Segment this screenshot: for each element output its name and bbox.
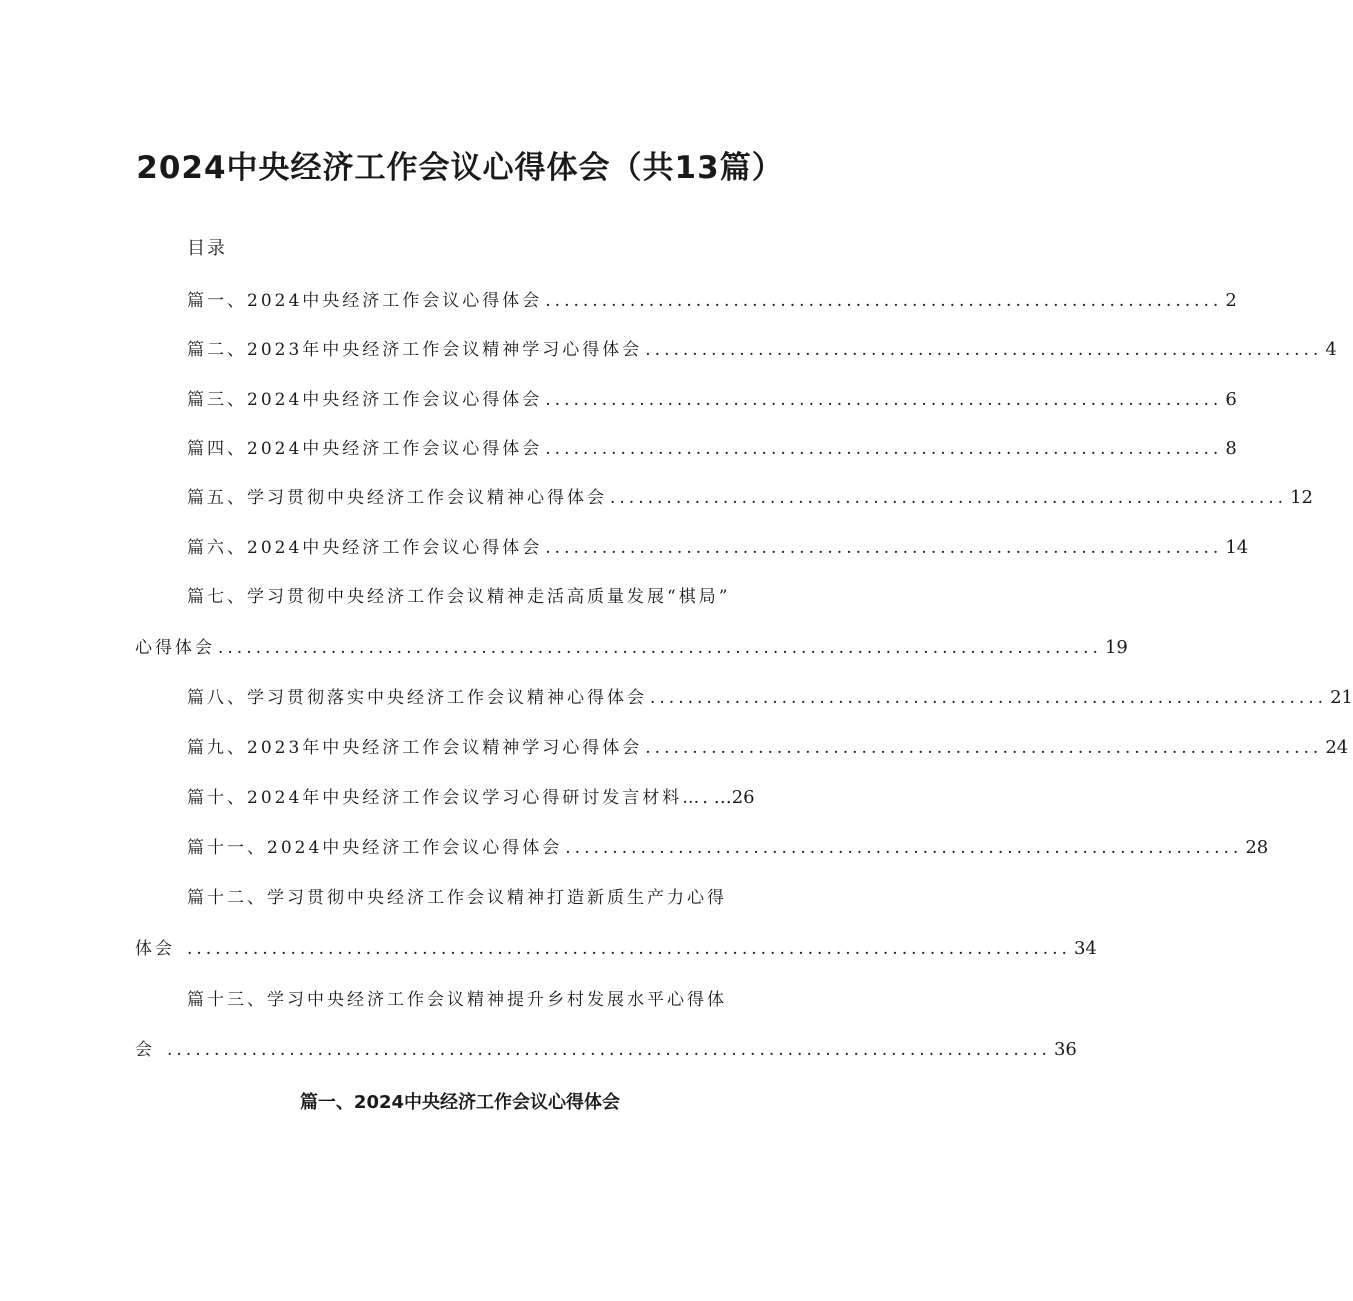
toc-leader-dots: .............................................................................................. [167,1040,1051,1060]
toc-page-number: 8 [1225,438,1237,459]
toc-leader-dots: ........................................................................ [565,838,1243,858]
toc-entry[interactable] [187,483,1313,508]
toc-heading: 目录 [187,238,227,259]
toc-page-number: 28 [1245,837,1269,858]
toc-entry[interactable] [187,286,1237,311]
toc-entry[interactable] [187,434,1237,459]
toc-page-number: . …26 [702,787,755,808]
document-title: 2024中央经济工作会议心得体会（共13篇） [136,150,784,186]
toc-page-number: 36 [1053,1039,1077,1060]
toc-entry[interactable] [187,783,755,808]
toc-entry-label: 篇三、2024中央经济工作会议心得体会 [187,390,543,410]
toc-entry-label: 篇一、2024中央经济工作会议心得体会 [187,291,543,311]
toc-entry-label-continued: 会 [135,1040,155,1060]
toc-entry[interactable] [187,833,1269,858]
toc-leader-dots: ........................................................................ [545,538,1223,558]
toc-entry-label: 篇九、2023年中央经济工作会议精神学习心得体会 [187,738,643,758]
toc-entry-label: 篇四、2024中央经济工作会议心得体会 [187,439,543,459]
toc-leader-dots: ........................................................................ [650,688,1328,708]
toc-entry[interactable] [187,385,1237,410]
toc-page-number: 34 [1073,938,1097,959]
section-heading: 篇一、2024中央经济工作会议心得体会 [299,1092,621,1113]
toc-entry-label[interactable]: 篇十三、学习中央经济工作会议精神提升乡村发展水平心得体 [187,990,727,1010]
toc-page-number: 19 [1104,637,1128,658]
toc-entry-label: 篇二、2023年中央经济工作会议精神学习心得体会 [187,340,643,360]
toc-entry[interactable] [135,633,1128,658]
toc-leader-dots: .............................................................................................. [218,638,1102,658]
toc-leader-dots: ........................................................................ [645,738,1323,758]
toc-entry-label[interactable]: 篇七、学习贯彻中央经济工作会议精神走活高质量发展“棋局” [187,587,731,607]
toc-page-number: 21 [1330,687,1353,708]
toc-entry-label: 篇六、2024中央经济工作会议心得体会 [187,538,543,558]
toc-entry[interactable] [187,733,1349,758]
toc-entry[interactable] [187,533,1249,558]
toc-leader-dots: ........................................................................ [545,291,1223,311]
toc-leader-dots: .............................................................................................. [187,939,1071,959]
toc-entry-label-continued: 心得体会 [135,638,215,658]
toc-entry-label[interactable]: 篇十二、学习贯彻中央经济工作会议精神打造新质生产力心得 [187,888,727,908]
toc-leader-dots: ........................................................................ [545,390,1223,410]
toc-leader-dots: ........................................................................ [610,488,1288,508]
toc-page-number: 2 [1225,290,1237,311]
toc-entry[interactable] [187,335,1337,360]
toc-entry-label: 篇八、学习贯彻落实中央经济工作会议精神心得体会 [187,688,647,708]
toc-entry[interactable] [135,1035,1077,1060]
toc-page-number: 12 [1290,487,1313,508]
toc-page-number: 4 [1325,339,1337,360]
toc-leader-dots: ........................................................................ [545,439,1223,459]
toc-entry[interactable] [135,934,1097,959]
toc-entry[interactable] [187,683,1353,708]
toc-entry-label: 篇五、学习贯彻中央经济工作会议精神心得体会 [187,488,607,508]
toc-entry-label-continued: 体会 [135,939,175,959]
toc-page-number: 14 [1225,537,1249,558]
toc-entry-label: 篇十一、2024中央经济工作会议心得体会 [187,838,563,858]
toc-leader-dots: ........................................................................ [645,340,1323,360]
toc-page-number: 6 [1225,389,1237,410]
toc-entry-label: 篇十、2024年中央经济工作会议学习心得研讨发言材料… [187,788,703,808]
toc-page-number: 24 [1325,737,1349,758]
